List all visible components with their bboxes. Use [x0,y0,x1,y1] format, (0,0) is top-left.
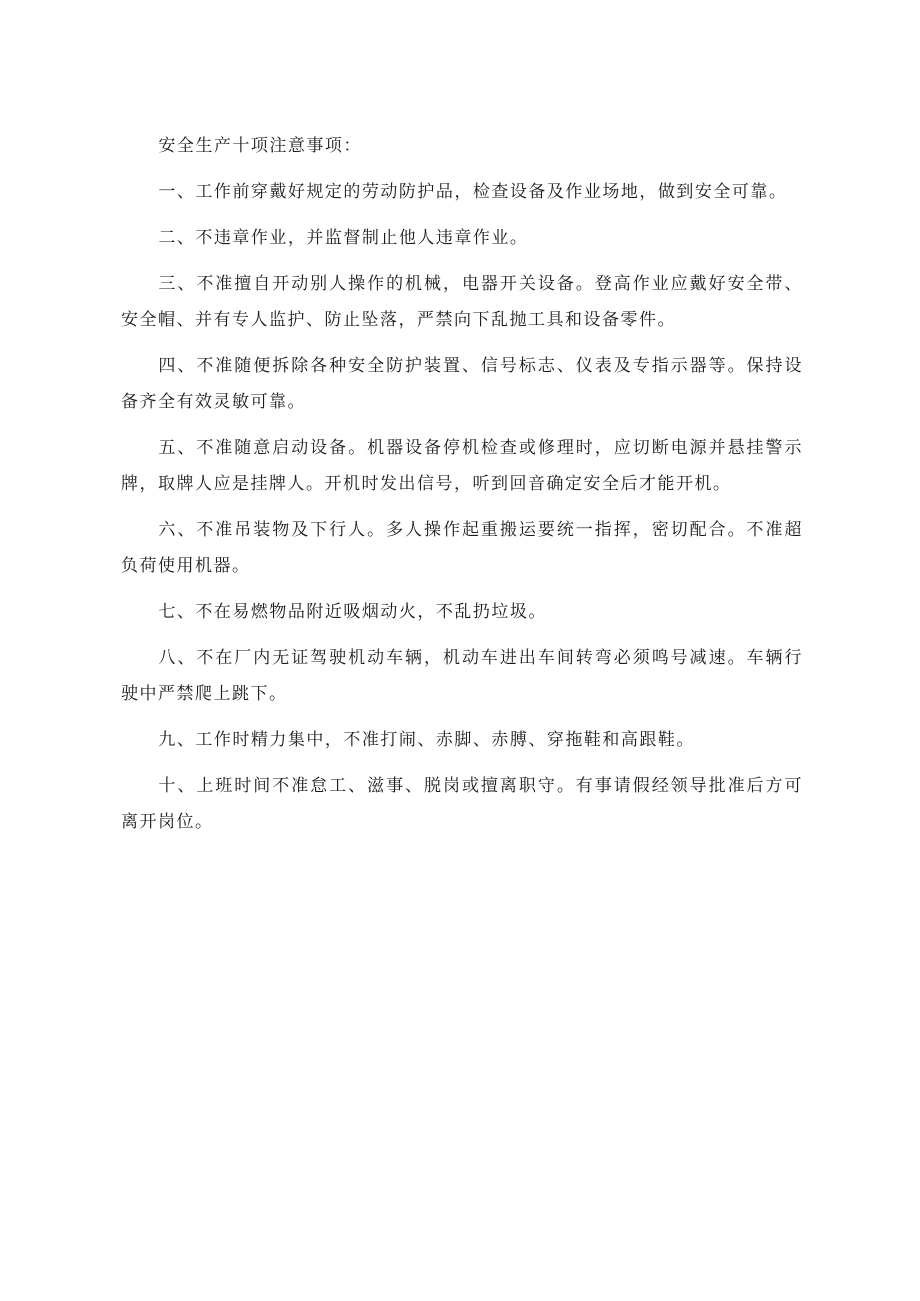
rule-item-8: 八、不在厂内无证驾驶机动车辆，机动车进出车间转弯必须鸣号减速。车辆行驶中严禁爬上跳下。 [121,648,803,704]
rule-item-1: 一、工作前穿戴好规定的劳动防护品，检查设备及作业场地，做到安全可靠。 [158,182,788,202]
rule-item-4: 四、不准随便拆除各种安全防护装置、信号标志、仪表及专指示器等。保持设备齐全有效灵敏可靠。 [121,356,803,412]
rule-item-10: 十、上班时间不准怠工、滋事、脱岗或擅离职守。有事请假经领导批准后方可离开岗位。 [121,776,803,832]
rule-item-7: 七、不在易燃物品附近吸烟动火，不乱扔垃圾。 [158,602,547,622]
rule-item-6: 六、不准吊装物及下行人。多人操作起重搬运要统一指挥，密切配合。不准超负荷使用机器。 [121,520,803,576]
rule-item-5: 五、不准随意启动设备。机器设备停机检查或修理时，应切断电源并悬挂警示牌，取牌人应是挂牌人。开机时发出信号，听到回音确定安全后才能开机。 [121,438,803,494]
rule-item-2: 二、不违章作业，并监督制止他人违章作业。 [158,228,529,248]
document-title: 安全生产十项注意事项： [158,136,362,156]
rule-item-9: 九、工作时精力集中，不准打闹、赤脚、赤膊、穿拖鞋和高跟鞋。 [158,730,695,750]
rule-item-3: 三、不准擅自开动别人操作的机械，电器开关设备。登高作业应戴好安全带、安全帽、并有专人监护、防止坠落，严禁向下乱抛工具和设备零件。 [121,274,803,330]
document-body [121,128,803,850]
